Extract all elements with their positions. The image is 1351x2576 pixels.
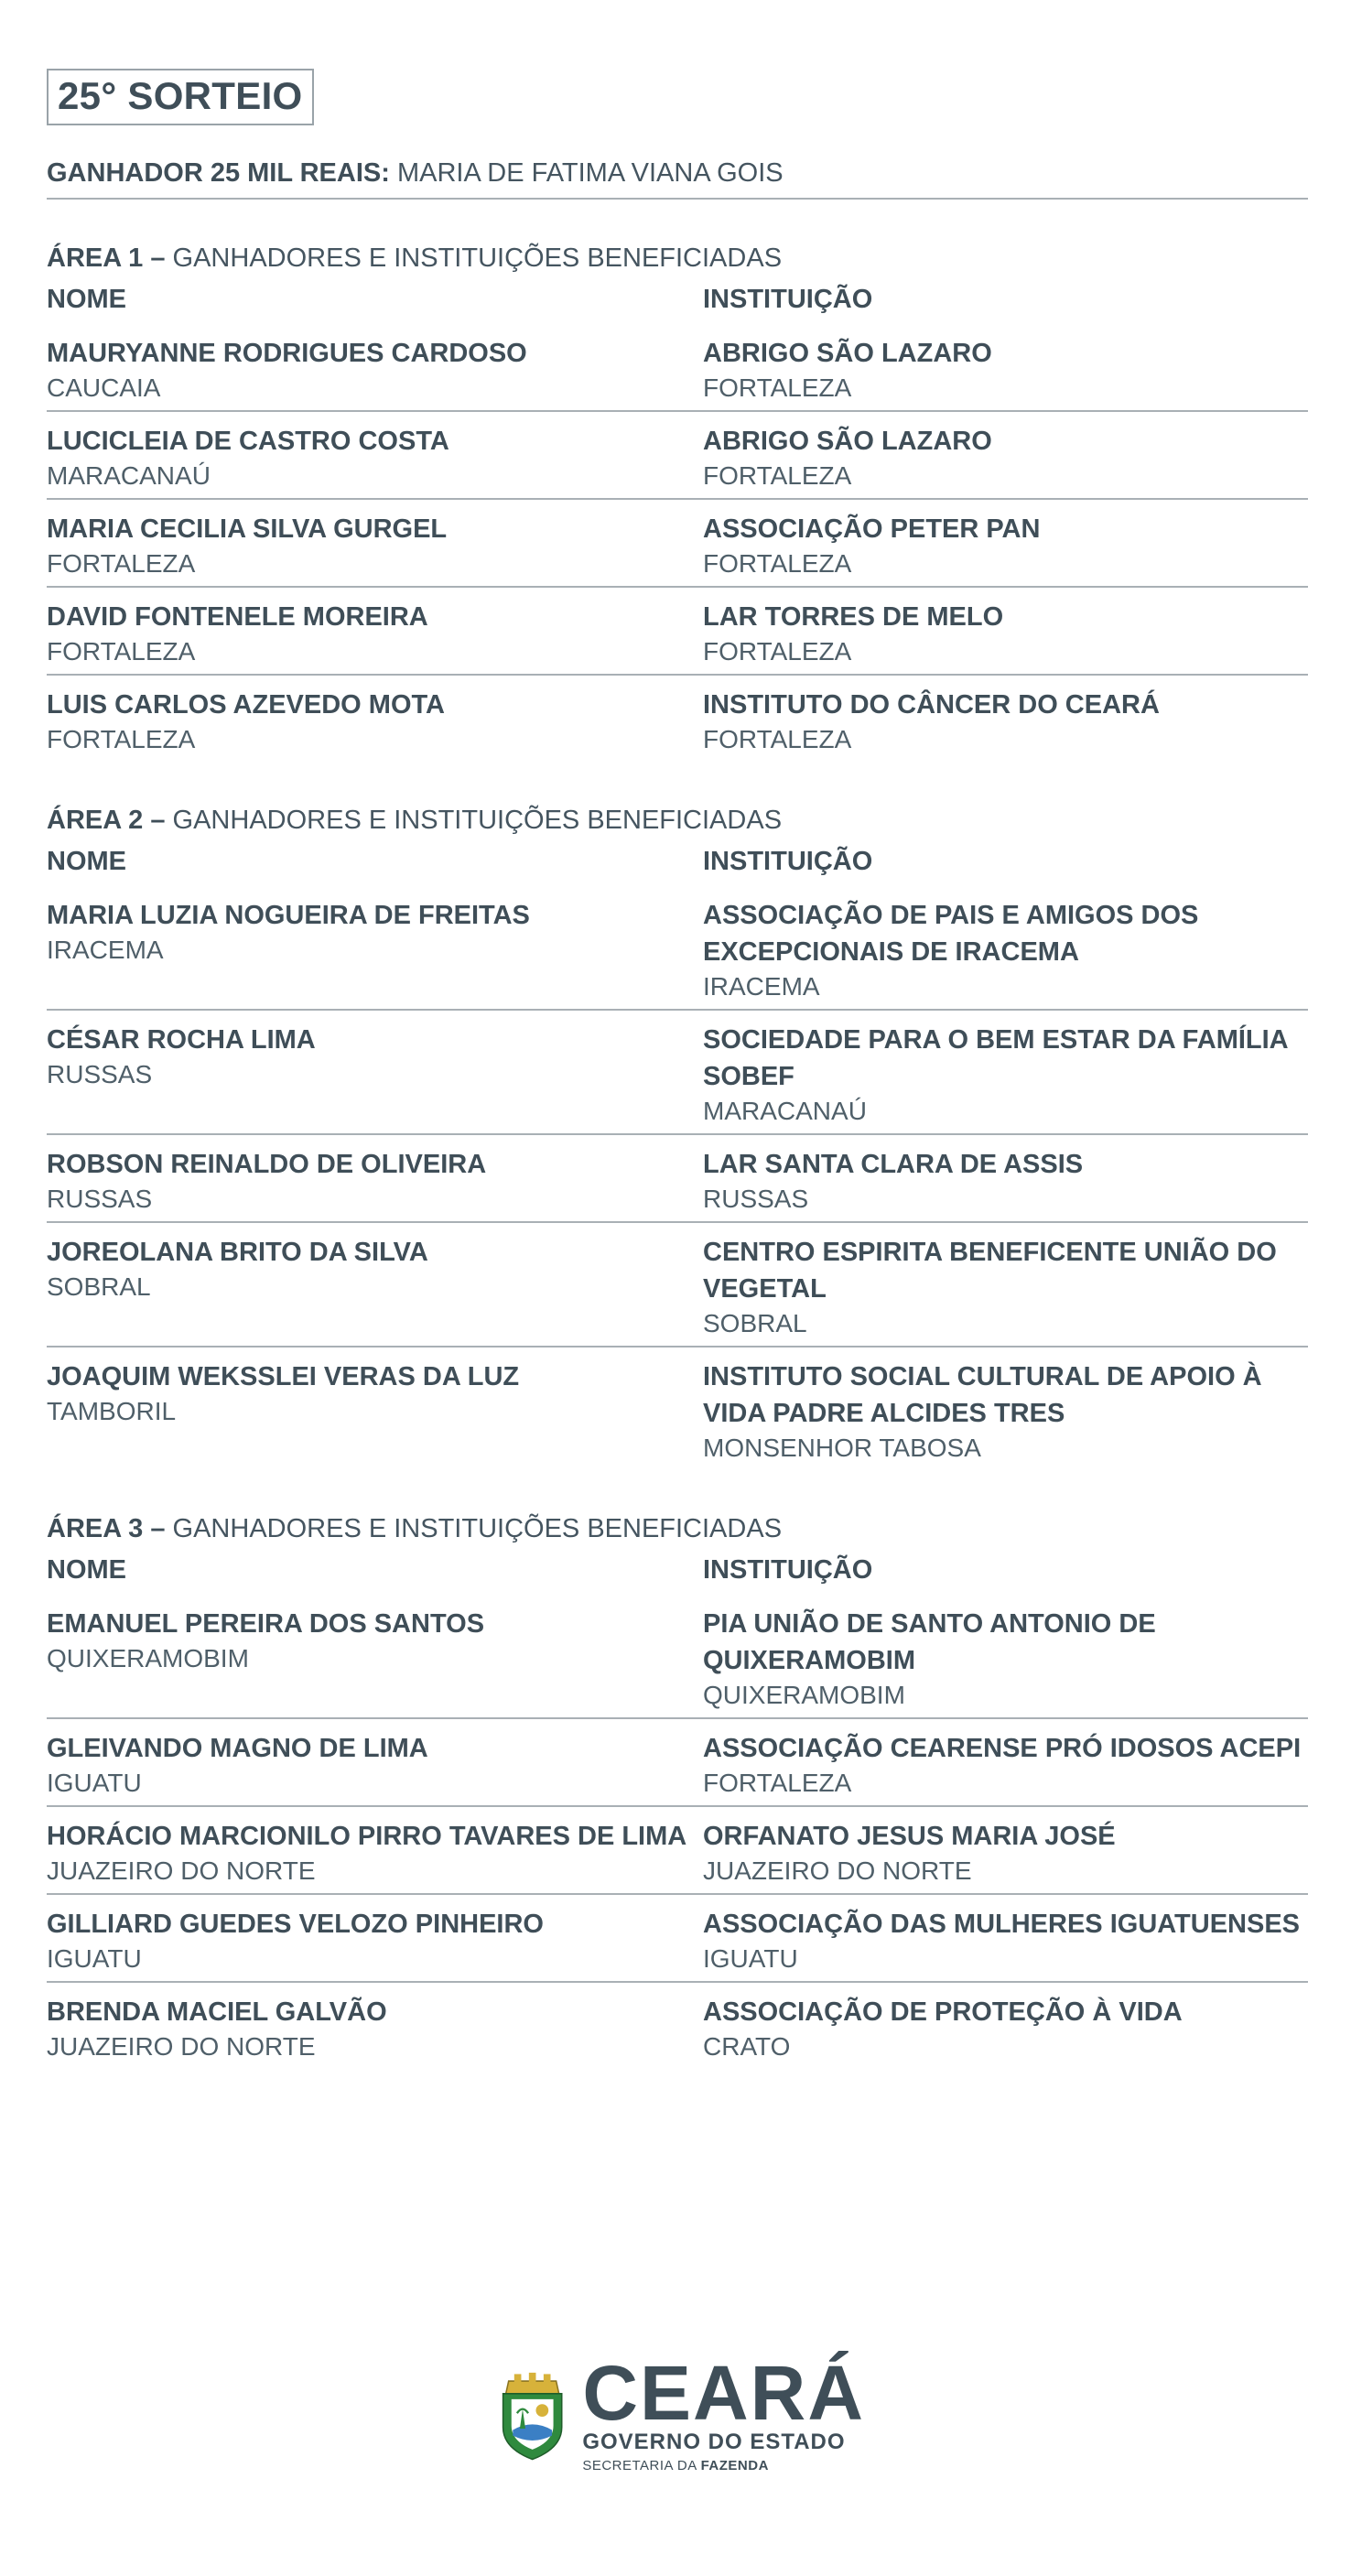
area-label: ÁREA 2 – bbox=[47, 806, 166, 835]
document bbox=[47, 69, 1308, 2069]
winner-name: LUCICLEIA DE CASTRO COSTA bbox=[47, 427, 449, 456]
institution-cell bbox=[703, 1358, 1308, 1464]
winner-city: MARACANAÚ bbox=[47, 461, 211, 490]
institution-name: SOCIEDADE PARA O BEM ESTAR DA FAMÍLIA SOBEF bbox=[703, 1025, 1288, 1091]
institution-name: PIA UNIÃO DE SANTO ANTONIO DE QUIXERAMOBIM bbox=[703, 1609, 1156, 1675]
winner-city: FORTALEZA bbox=[47, 725, 196, 753]
institution-city: FORTALEZA bbox=[703, 373, 852, 402]
winner-list bbox=[47, 335, 1308, 762]
institution-cell bbox=[703, 687, 1308, 755]
institution-cell bbox=[703, 1606, 1308, 1711]
brand-line2-bold: FAZENDA bbox=[700, 2458, 769, 2473]
winner-cell bbox=[47, 1818, 703, 1887]
institution-name: ASSOCIAÇÃO DE PROTEÇÃO À VIDA bbox=[703, 1997, 1183, 2027]
winner-row bbox=[47, 1011, 1308, 1135]
institution-city: FORTALEZA bbox=[703, 461, 852, 490]
winner-name: JOAQUIM WEKSSLEI VERAS DA LUZ bbox=[47, 1362, 520, 1391]
winner-name: MAURYANNE RODRIGUES CARDOSO bbox=[47, 339, 527, 368]
footer-brand bbox=[582, 2350, 865, 2476]
winner-name: LUIS CARLOS AZEVEDO MOTA bbox=[47, 690, 445, 720]
institution-cell bbox=[703, 1906, 1308, 1975]
column-headers bbox=[47, 1555, 1308, 1586]
institution-city: FORTALEZA bbox=[703, 1769, 852, 1797]
winner-name: BRENDA MACIEL GALVÃO bbox=[47, 1997, 387, 2027]
area-title bbox=[47, 244, 1308, 274]
column-header-nome: NOME bbox=[47, 1555, 126, 1585]
institution-cell bbox=[703, 335, 1308, 404]
column-header-instituicao: INSTITUIÇÃO bbox=[703, 1555, 873, 1585]
winner-cell bbox=[47, 335, 703, 404]
winner-cell bbox=[47, 1146, 703, 1215]
institution-city: MONSENHOR TABOSA bbox=[703, 1434, 981, 1462]
institution-name: ORFANATO JESUS MARIA JOSÉ bbox=[703, 1822, 1116, 1851]
institution-city: MARACANAÚ bbox=[703, 1097, 867, 1125]
winner-row bbox=[47, 335, 1308, 412]
page-title: 25° SORTEIO bbox=[47, 69, 314, 125]
winner-row bbox=[47, 1348, 1308, 1470]
column-header-nome: NOME bbox=[47, 847, 126, 876]
winner-city: QUIXERAMOBIM bbox=[47, 1644, 249, 1672]
institution-name: INSTITUTO SOCIAL CULTURAL DE APOIO À VIDA PADRE ALCIDES TRES bbox=[703, 1362, 1262, 1428]
area-label: ÁREA 3 – bbox=[47, 1514, 166, 1543]
institution-city: SOBRAL bbox=[703, 1309, 807, 1337]
institution-cell bbox=[703, 1818, 1308, 1887]
area-section bbox=[47, 1514, 1308, 2069]
column-headers bbox=[47, 285, 1308, 315]
ceara-emblem-icon bbox=[499, 2359, 566, 2474]
winner-city: IGUATU bbox=[47, 1769, 142, 1797]
winner-name: GLEIVANDO MAGNO DE LIMA bbox=[47, 1734, 428, 1763]
winner-name: JOREOLANA BRITO DA SILVA bbox=[47, 1238, 428, 1267]
grand-winner-name: MARIA DE FATIMA VIANA GOIS bbox=[396, 158, 784, 188]
winner-row bbox=[47, 1983, 1308, 2069]
winner-city: RUSSAS bbox=[47, 1185, 153, 1213]
winner-city: FORTALEZA bbox=[47, 549, 196, 578]
area-subtitle: GANHADORES E INSTITUIÇÕES BENEFICIADAS bbox=[172, 1514, 783, 1543]
grand-winner bbox=[47, 158, 1308, 200]
winner-list bbox=[47, 1606, 1308, 2069]
areas-container bbox=[47, 244, 1308, 2069]
institution-city: JUAZEIRO DO NORTE bbox=[703, 1856, 972, 1885]
winner-cell bbox=[47, 1234, 703, 1339]
institution-name: LAR TORRES DE MELO bbox=[703, 602, 1004, 632]
institution-cell bbox=[703, 1146, 1308, 1215]
institution-city: FORTALEZA bbox=[703, 725, 852, 753]
winner-name: CÉSAR ROCHA LIMA bbox=[47, 1025, 316, 1055]
institution-name: ASSOCIAÇÃO DAS MULHERES IGUATUENSES bbox=[703, 1910, 1301, 1939]
winner-row bbox=[47, 588, 1308, 676]
institution-city: RUSSAS bbox=[703, 1185, 809, 1213]
footer-logo bbox=[499, 2350, 865, 2481]
winner-row bbox=[47, 500, 1308, 588]
winner-row bbox=[47, 897, 1308, 1011]
area-label: ÁREA 1 – bbox=[47, 244, 166, 273]
institution-cell bbox=[703, 1730, 1308, 1799]
winner-city: FORTALEZA bbox=[47, 637, 196, 666]
area-subtitle: GANHADORES E INSTITUIÇÕES BENEFICIADAS bbox=[172, 244, 783, 273]
institution-city: IRACEMA bbox=[703, 972, 820, 1001]
institution-name: INSTITUTO DO CÂNCER DO CEARÁ bbox=[703, 690, 1160, 720]
winner-cell bbox=[47, 1606, 703, 1711]
area-section bbox=[47, 806, 1308, 1470]
column-header-instituicao: INSTITUIÇÃO bbox=[703, 285, 873, 314]
brand-line1: GOVERNO DO ESTADO bbox=[582, 2430, 846, 2454]
winner-city: JUAZEIRO DO NORTE bbox=[47, 1856, 316, 1885]
winner-cell bbox=[47, 599, 703, 667]
winner-city: JUAZEIRO DO NORTE bbox=[47, 2032, 316, 2061]
brand-name: CEARÁ bbox=[582, 2350, 865, 2436]
institution-cell bbox=[703, 1994, 1308, 2062]
institution-name: LAR SANTA CLARA DE ASSIS bbox=[703, 1150, 1084, 1179]
winner-row bbox=[47, 1807, 1308, 1895]
grand-winner-label: GANHADOR 25 MIL REAIS: bbox=[47, 158, 390, 188]
winner-cell bbox=[47, 1022, 703, 1127]
winner-name: GILLIARD GUEDES VELOZO PINHEIRO bbox=[47, 1910, 544, 1939]
institution-city: CRATO bbox=[703, 2032, 791, 2061]
winner-cell bbox=[47, 1994, 703, 2062]
winner-name: MARIA CECILIA SILVA GURGEL bbox=[47, 514, 448, 544]
institution-name: ASSOCIAÇÃO PETER PAN bbox=[703, 514, 1041, 544]
winner-city: SOBRAL bbox=[47, 1272, 151, 1301]
institution-cell bbox=[703, 1022, 1308, 1127]
winner-cell bbox=[47, 511, 703, 579]
institution-city: QUIXERAMOBIM bbox=[703, 1681, 905, 1709]
institution-cell bbox=[703, 599, 1308, 667]
institution-name: ABRIGO SÃO LAZARO bbox=[703, 339, 992, 368]
winner-city: CAUCAIA bbox=[47, 373, 161, 402]
institution-name: CENTRO ESPIRITA BENEFICENTE UNIÃO DO VEGETAL bbox=[703, 1238, 1277, 1304]
area-title bbox=[47, 806, 1308, 836]
winner-row bbox=[47, 1223, 1308, 1348]
institution-city: FORTALEZA bbox=[703, 637, 852, 666]
winner-row bbox=[47, 1895, 1308, 1983]
winner-row bbox=[47, 412, 1308, 500]
brand-line2-prefix: SECRETARIA DA bbox=[582, 2458, 697, 2473]
winner-city: IRACEMA bbox=[47, 936, 164, 964]
institution-name: ASSOCIAÇÃO CEARENSE PRÓ IDOSOS ACEPI bbox=[703, 1734, 1302, 1763]
winner-name: HORÁCIO MARCIONILO PIRRO TAVARES DE LIMA bbox=[47, 1822, 687, 1851]
column-header-nome: NOME bbox=[47, 285, 126, 314]
institution-cell bbox=[703, 423, 1308, 492]
winner-row bbox=[47, 1135, 1308, 1223]
winner-cell bbox=[47, 687, 703, 755]
winner-cell bbox=[47, 1358, 703, 1464]
winner-name: DAVID FONTENELE MOREIRA bbox=[47, 602, 428, 632]
winner-cell bbox=[47, 897, 703, 1002]
area-section bbox=[47, 244, 1308, 762]
winner-list bbox=[47, 897, 1308, 1470]
winner-cell bbox=[47, 1906, 703, 1975]
institution-name: ABRIGO SÃO LAZARO bbox=[703, 427, 992, 456]
column-headers bbox=[47, 847, 1308, 877]
winner-city: TAMBORIL bbox=[47, 1397, 177, 1425]
institution-cell bbox=[703, 1234, 1308, 1339]
brand-line2 bbox=[582, 2456, 865, 2476]
institution-cell bbox=[703, 897, 1308, 1002]
institution-city: FORTALEZA bbox=[703, 549, 852, 578]
winner-row bbox=[47, 676, 1308, 762]
winner-row bbox=[47, 1606, 1308, 1719]
institution-cell bbox=[703, 511, 1308, 579]
institution-name: ASSOCIAÇÃO DE PAIS E AMIGOS DOS EXCEPCIONAIS DE IRACEMA bbox=[703, 901, 1199, 967]
winner-name: EMANUEL PEREIRA DOS SANTOS bbox=[47, 1609, 485, 1639]
institution-city: IGUATU bbox=[703, 1944, 798, 1973]
winner-city: IGUATU bbox=[47, 1944, 142, 1973]
winner-name: MARIA LUZIA NOGUEIRA DE FREITAS bbox=[47, 901, 530, 930]
winner-name: ROBSON REINALDO DE OLIVEIRA bbox=[47, 1150, 487, 1179]
winner-cell bbox=[47, 423, 703, 492]
column-header-instituicao: INSTITUIÇÃO bbox=[703, 847, 873, 876]
winner-row bbox=[47, 1719, 1308, 1807]
area-title bbox=[47, 1514, 1308, 1544]
winner-cell bbox=[47, 1730, 703, 1799]
area-subtitle: GANHADORES E INSTITUIÇÕES BENEFICIADAS bbox=[172, 806, 783, 835]
winner-city: RUSSAS bbox=[47, 1060, 153, 1088]
